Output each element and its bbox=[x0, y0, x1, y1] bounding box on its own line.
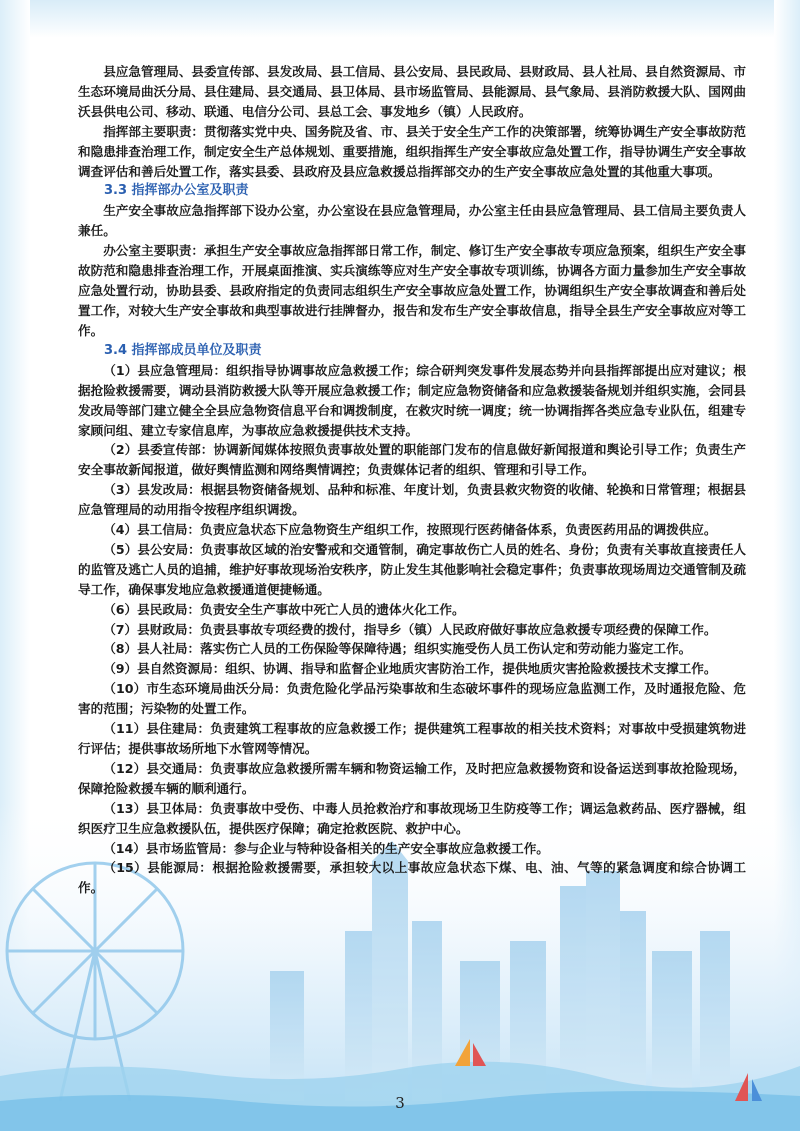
list-item: （6）县民政局：负责安全生产事故中死亡人员的遗体火化工作。 bbox=[103, 601, 465, 617]
list-item: （12）县交通局：负责事故应急救援所需车辆和物资运输工作，及时把应急救援物资和设备运送到事故抢险现场，保障抢险救援车辆的顺利通行。 bbox=[78, 760, 746, 796]
list-item: （8）县人社局：落实伤亡人员的工伤保险等保障待遇；组织实施受伤人员工伤认定和劳动能力鉴定工作。 bbox=[103, 641, 692, 657]
list-item: （14）县市场监管局：参与企业与特种设备相关的生产安全事故应急救援工作。 bbox=[103, 840, 549, 856]
list-item: （2）县委宣传部：协调新闻媒体按照负责事故处置的职能部门发布的信息做好新闻报道和舆论引导工作；负责生产安全事故新闻报道，做好舆情监测和网络舆情调控；负责媒体记者的组织、管理和引导工作。 bbox=[78, 442, 746, 478]
document-body bbox=[78, 62, 746, 898]
list-item: （10）市生态环境局曲沃分局：负责危险化学品污染事故和生态破坏事件的现场应急监测工作，及时通报危险、危害的范围；污染物的处置工作。 bbox=[78, 681, 746, 717]
list-item: （5）县公安局：负责事故区域的治安警戒和交通管制，确定事故伤亡人员的姓名、身份；负责有关事故直接责任人的监管及逃亡人员的追捕，维护好事故现场治安秩序，防止发生其他影响社会稳定事件；负责事故现场周边交通管制及疏导工作，确保事发地应急救援通道便捷畅通。 bbox=[78, 541, 746, 597]
body-paragraph: 指挥部主要职责：贯彻落实党中央、国务院及省、市、县关于安全生产工作的决策部署，统筹协调生产安全事故防范和隐患排查治理工作，制定安全生产总体规划、重要措施，组织指挥生产安全事故应急处置工作，指导协调生产安全事故调查评估和善后处置工作，落实县委、县政府及县应急救援总指挥部交办的生产安全事故应急处置的其他重大事项。 bbox=[78, 123, 746, 179]
body-paragraph: 生产安全事故应急指挥部下设办公室，办公室设在县应急管理局，办公室主任由县应急管理局、县工信局主要负责人兼任。 bbox=[78, 203, 746, 239]
list-item: （4）县工信局：负责应急状态下应急物资生产组织工作，按照现行医药储备体系，负责医药用品的调拨供应。 bbox=[103, 522, 717, 538]
list-item: （11）县住建局：负责建筑工程事故的应急救援工作；提供建筑工程事故的相关技术资料；对事故中受损建筑物进行评估；提供事故场所地下水管网等情况。 bbox=[78, 721, 746, 756]
body-paragraph: 县应急管理局、县委宣传部、县发改局、县工信局、县公安局、县民政局、县财政局、县人社局、县自然资源局、市生态环境局曲沃分局、县住建局、县交通局、县卫体局、县市场监管局、县能源局、县气象局、县消防救援大队、国网曲沃县供电公司、移动、联通、电信分公司、县总工会、事发地乡（镇）人民政府。 bbox=[78, 64, 746, 119]
page-number: 3 bbox=[395, 1094, 405, 1112]
list-item: （9）县自然资源局：组织、协调、指导和监督企业地质灾害防治工作，提供地质灾害抢险救援技术支撑工作。 bbox=[103, 661, 717, 677]
list-item: （7）县财政局：负责县事故专项经费的拨付，指导乡（镇）人民政府做好事故应急救援专项经费的保障工作。 bbox=[103, 621, 717, 637]
body-paragraph: 办公室主要职责：承担生产安全事故应急指挥部日常工作，制定、修订生产安全事故专项应急预案，组织生产安全事故防范和隐患排查治理工作，开展桌面推演、实兵演练等应对生产安全事故专项训练，协调各方面力量参加生产安全事故应急处置行动，协助县委、县政府指定的负责同志组织生产安全事故应急处置工作，协调组织生产安全事故调查和善后处置工作，对较大生产安全事故和典型事故进行挂牌督办，报告和发布生产安全事故信息，指导全县生产安全事故应对等工作。 bbox=[78, 243, 746, 338]
section-heading: 3.3 指挥部办公室及职责 bbox=[104, 183, 249, 199]
list-item: （13）县卫体局：负责事故中受伤、中毒人员抢救治疗和事故现场卫生防疫等工作；调运急救药品、医疗器械，组织医疗卫生应急救援队伍，提供医疗保障；确定抢救医院、救护中心。 bbox=[78, 800, 746, 836]
section-heading: 3.4 指挥部成员单位及职责 bbox=[104, 342, 262, 358]
decorative-top-band bbox=[0, 0, 800, 38]
list-item: （1）县应急管理局：组织指导协调事故应急救援工作；综合研判突发事件发展态势并向县指挥部提出应对建议；根据抢险救援需要，调动县消防救援大队等开展应急救援工作；制定应急物资储备和应急救援装备规划并组织实施，会同县发改局等部门建立健全全县应急物资信息平台和调拨制度，在救灾时统一调度；统一协调指挥各类应急专业队伍，组建专家顾问组、建立专家信息库，为事故应急救援提供技术支持。 bbox=[78, 362, 746, 438]
list-item: （3）县发改局：根据县物资储备规划、品种和标准、年度计划，负责县救灾物资的收储、轮换和日常管理；根据县应急管理局的动用指令按程序组织调拨。 bbox=[78, 482, 746, 518]
list-item: （15）县能源局：根据抢险救援需要，承担较大以上事故应急状态下煤、电、油、气等的紧急调度和综合协调工作。 bbox=[78, 860, 746, 896]
